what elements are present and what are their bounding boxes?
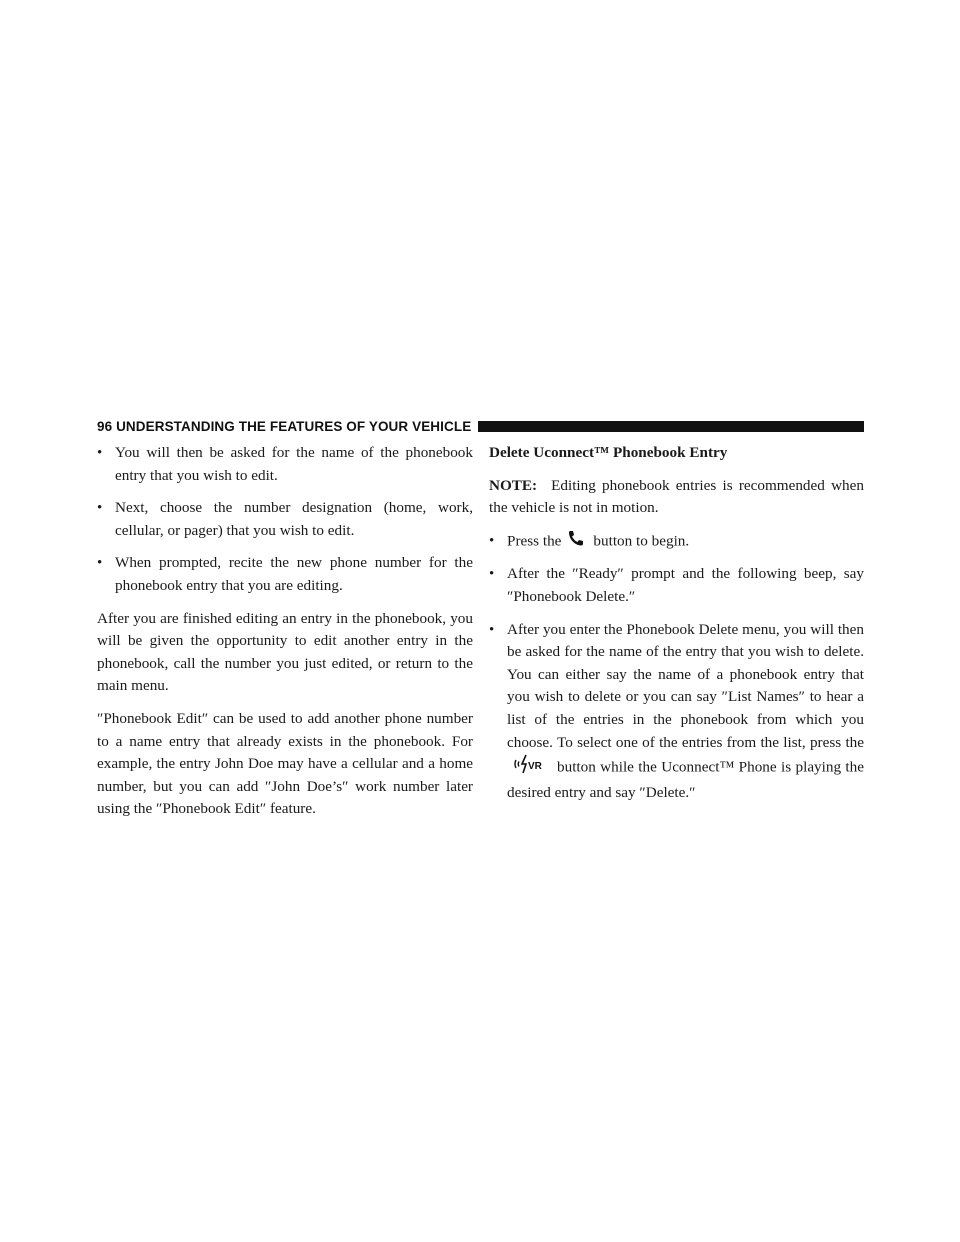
bullet-text: When prompted, recite the new phone number for the phonebook entry that you are editing. — [115, 554, 473, 594]
bullet-text-before: Press the — [507, 532, 562, 550]
header-rule — [478, 421, 864, 432]
bullet-text-after: button while the Uconnect™ Phone is playing the desired entry and say ″Delete.″ — [507, 758, 864, 801]
bullet-dot: • — [489, 532, 495, 549]
bullet-text-before: After you enter the Phonebook Delete menu, you will then be asked for the name of the entry that you wish to delete. You can either say the name of a phonebook entry that you wish to delete or you can say ″List Names″ to hear a list of the entries in the phonebook from which you choose. To select one of the entries from the list, press the — [507, 620, 864, 751]
page-header — [97, 418, 864, 434]
phone-handset-icon — [567, 530, 585, 554]
bullet-text: You will then be asked for the name of the phonebook entry that you wish to edit. — [115, 444, 473, 484]
bullet-dot: • — [97, 500, 103, 517]
note-paragraph — [489, 475, 864, 520]
list-item — [97, 442, 473, 487]
section-title: UNDERSTANDING THE FEATURES OF YOUR VEHICLE — [116, 418, 472, 434]
note-label: NOTE: — [489, 476, 538, 494]
list-item — [489, 530, 864, 554]
header-text — [97, 419, 471, 434]
paragraph-phonebook-edit: ″Phonebook Edit″ can be used to add another phone number to a name entry that already exists in the phonebook. For example, the entry John Doe may have a cellular and a home number, but you can add ″John Doe’s″ work number later using the ″Phonebook Edit″ feature. — [97, 709, 473, 818]
list-item — [97, 497, 473, 542]
paragraph-editing-finished: After you are finished editing an entry in the phonebook, you will be given the opportunity to edit another entry in the phonebook, call the number you just edited, or return to the main menu. — [97, 609, 473, 695]
list-item — [489, 619, 864, 805]
voice-recognition-icon — [513, 754, 549, 782]
bullet-text: After the ″Ready″ prompt and the following beep, say ″Phonebook Delete.″ — [507, 565, 864, 605]
bullet-dot: • — [489, 566, 495, 583]
page-number: 96 — [97, 418, 113, 434]
bullet-text-after: button to begin. — [593, 532, 690, 550]
list-item — [489, 563, 864, 608]
note-text: Editing phonebook entries is recommended when the vehicle is not in motion. — [489, 476, 864, 517]
bullet-dot: • — [97, 445, 103, 461]
right-column — [489, 442, 864, 814]
section-heading: Delete Uconnect™ Phonebook Entry — [489, 444, 728, 461]
bullet-text: Next, choose the number designation (home, work, cellular, or pager) that you wish to edit. — [115, 499, 473, 539]
bullet-dot: • — [97, 555, 103, 572]
bullet-dot: • — [489, 621, 495, 638]
left-column — [97, 442, 473, 831]
voice-icon-label: VR — [528, 761, 542, 773]
list-item — [97, 552, 473, 597]
